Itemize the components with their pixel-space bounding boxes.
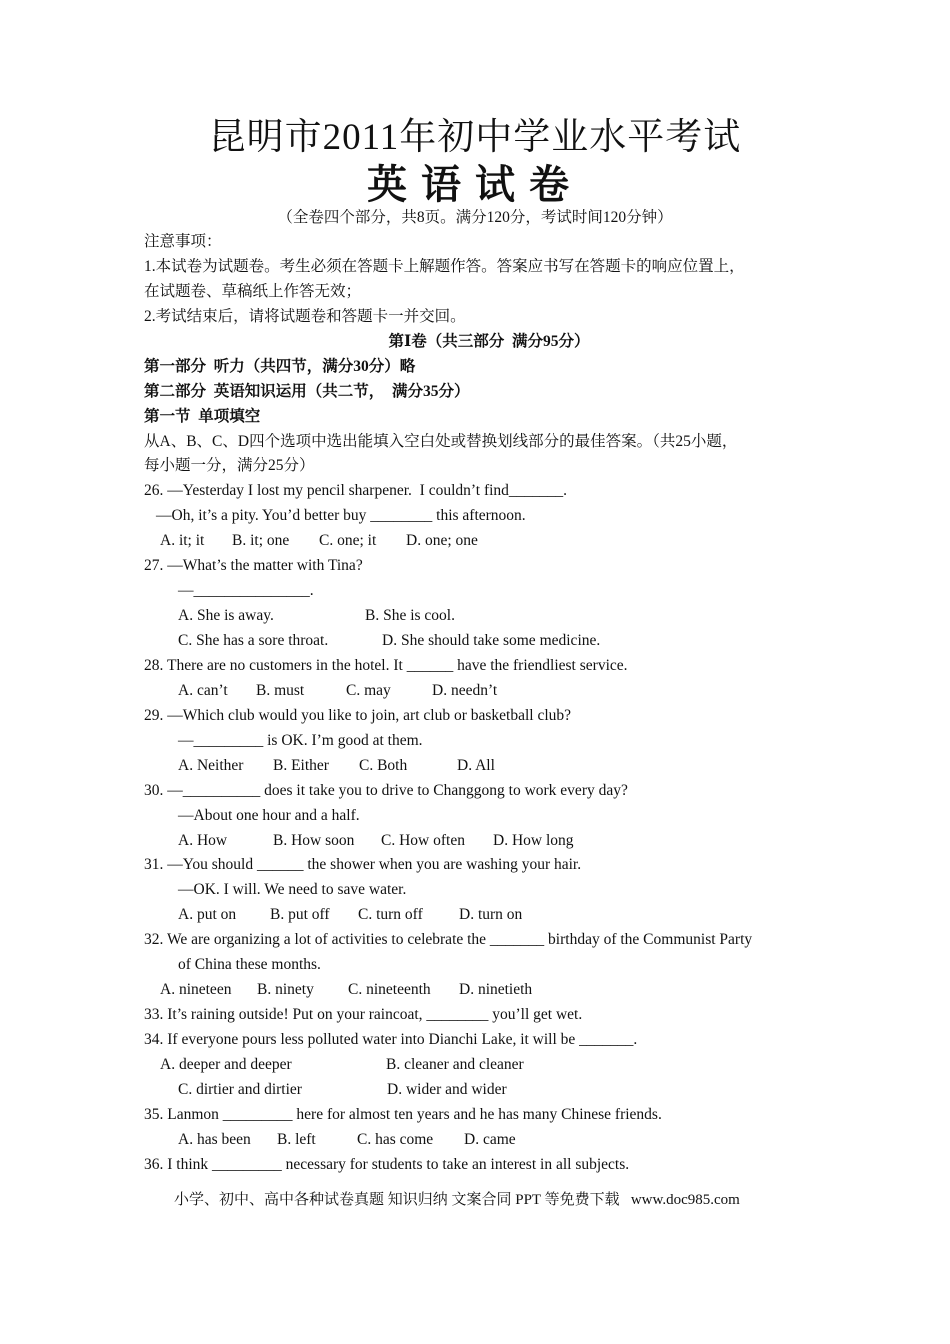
option: B. She is cool.	[365, 607, 455, 625]
question-27-options	[144, 629, 834, 654]
option: D. How long	[493, 831, 574, 849]
question-34-options	[144, 1053, 834, 1078]
question-28: 28. There are no customers in the hotel. It ______ have the friendliest service.	[144, 656, 628, 674]
option: C. Both	[359, 756, 408, 774]
question-27-options	[144, 604, 834, 629]
question-26-reply: —Oh, it’s a pity. You’d better buy ________ this afternoon.	[156, 507, 526, 525]
question-29: 29. —Which club would you like to join, art club or basketball club?	[144, 706, 572, 724]
option: C. has come	[357, 1130, 434, 1148]
option: D. wider and wider	[387, 1080, 507, 1098]
option: C. may	[346, 681, 391, 699]
option: A. How	[178, 831, 228, 849]
question-32: 32. We are organizing a lot of activities to celebrate the _______ birthday of the Communist Party	[144, 931, 753, 949]
part1-heading: 第一部分 听力（共四节，满分30分）略	[144, 357, 416, 375]
option: D. ninetieth	[459, 981, 533, 999]
option: D. She should take some medicine.	[382, 632, 601, 649]
option: D. one; one	[406, 532, 478, 550]
question-32-options	[144, 978, 834, 1003]
option: B. How soon	[273, 831, 355, 849]
page-footer: 小学、初中、高中各种试卷真题 知识归纳 文案合同 PPT 等免费下载 www.doc985.com	[174, 1192, 740, 1208]
question-28-options	[144, 679, 834, 704]
question-35-options	[144, 1128, 834, 1153]
question-30-options	[144, 829, 834, 854]
option: B. must	[256, 681, 305, 699]
option: D. needn’t	[432, 681, 498, 699]
option: B. ninety	[257, 981, 314, 999]
question-29-options	[144, 754, 834, 779]
question-35: 35. Lanmon _________ here for almost ten years and he has many Chinese friends.	[144, 1105, 662, 1123]
option: C. nineteenth	[348, 981, 431, 999]
exam-info: （全卷四个部分，共8页。满分120分，考试时间120分钟）	[277, 209, 673, 226]
option: C. How often	[381, 831, 465, 849]
option: C. dirtier and dirtier	[178, 1080, 302, 1098]
option: B. put off	[270, 906, 330, 924]
question-34-options	[144, 1078, 834, 1103]
option: A. She is away.	[178, 607, 274, 625]
notice-line: 在试题卷、草稿纸上作答无效；	[144, 282, 362, 300]
question-26: 26. —Yesterday I lost my pencil sharpener. I couldn’t find_______.	[144, 482, 568, 500]
exam-title: 昆明市2011年初中学业水平考试	[208, 117, 742, 158]
question-36: 36. I think _________ necessary for students to take an interest in all subjects.	[144, 1155, 630, 1173]
option: C. turn off	[358, 906, 423, 924]
question-29-reply: —_________ is OK. I’m good at them.	[178, 731, 423, 749]
question-30-reply: —About one hour and a half.	[178, 806, 360, 824]
option: A. Neither	[178, 756, 244, 774]
option: A. has been	[178, 1130, 251, 1148]
notice-line: 1.本试卷为试题卷。考生必须在答题卡上解题作答。答案应书写在答题卡的响应位置上，	[144, 257, 745, 275]
question-30: 30. —__________ does it take you to drive to Changgong to work every day?	[144, 781, 628, 799]
exam-subject-title: 英语试卷	[367, 162, 583, 207]
option: B. left	[277, 1130, 316, 1148]
question-34: 34. If everyone pours less polluted water into Dianchi Lake, it will be _______.	[144, 1031, 638, 1048]
question-27-reply: —_______________.	[178, 582, 314, 600]
question-33: 33. It’s raining outside! Put on your raincoat, ________ you’ll get wet.	[144, 1006, 583, 1024]
question-32-continued: of China these months.	[178, 956, 321, 974]
option: B. Either	[273, 756, 329, 774]
notice-heading: 注意事项：	[144, 233, 222, 250]
part2-heading: 第二部分 英语知识运用（共二节， 满分35分）	[144, 382, 470, 400]
option: D. turn on	[459, 906, 523, 924]
question-27: 27. —What’s the matter with Tina?	[144, 557, 363, 575]
option: D. came	[464, 1130, 516, 1148]
question-31-reply: —OK. I will. We need to save water.	[178, 881, 407, 899]
option: A. nineteen	[160, 981, 232, 999]
option: B. cleaner and cleaner	[386, 1055, 524, 1073]
exam-body	[144, 230, 834, 1178]
section1-heading: 第一节 单项填空	[144, 407, 261, 425]
question-31: 31. —You should ______ the shower when you are washing your hair.	[144, 856, 582, 874]
option: D. All	[457, 756, 495, 774]
option: A. it; it	[160, 532, 205, 550]
option: C. She has a sore throat.	[178, 632, 329, 649]
volume-heading: 第Ⅰ卷（共三部分 满分95分）	[388, 332, 590, 350]
option: A. put on	[178, 906, 237, 924]
option: B. it; one	[232, 532, 290, 550]
instructions: 每小题一分，满分25分）	[144, 457, 315, 475]
instructions: 从A、B、C、D四个选项中选出能填入空白处或替换划线部分的最佳答案。（共25小题，	[144, 432, 738, 450]
question-31-options	[144, 903, 834, 928]
option: A. deeper and deeper	[160, 1055, 292, 1073]
option: A. can’t	[178, 681, 228, 699]
question-26-options	[144, 529, 834, 554]
notice-line: 2.考试结束后，请将试题卷和答题卡一并交回。	[144, 307, 466, 325]
option: C. one; it	[319, 532, 377, 550]
